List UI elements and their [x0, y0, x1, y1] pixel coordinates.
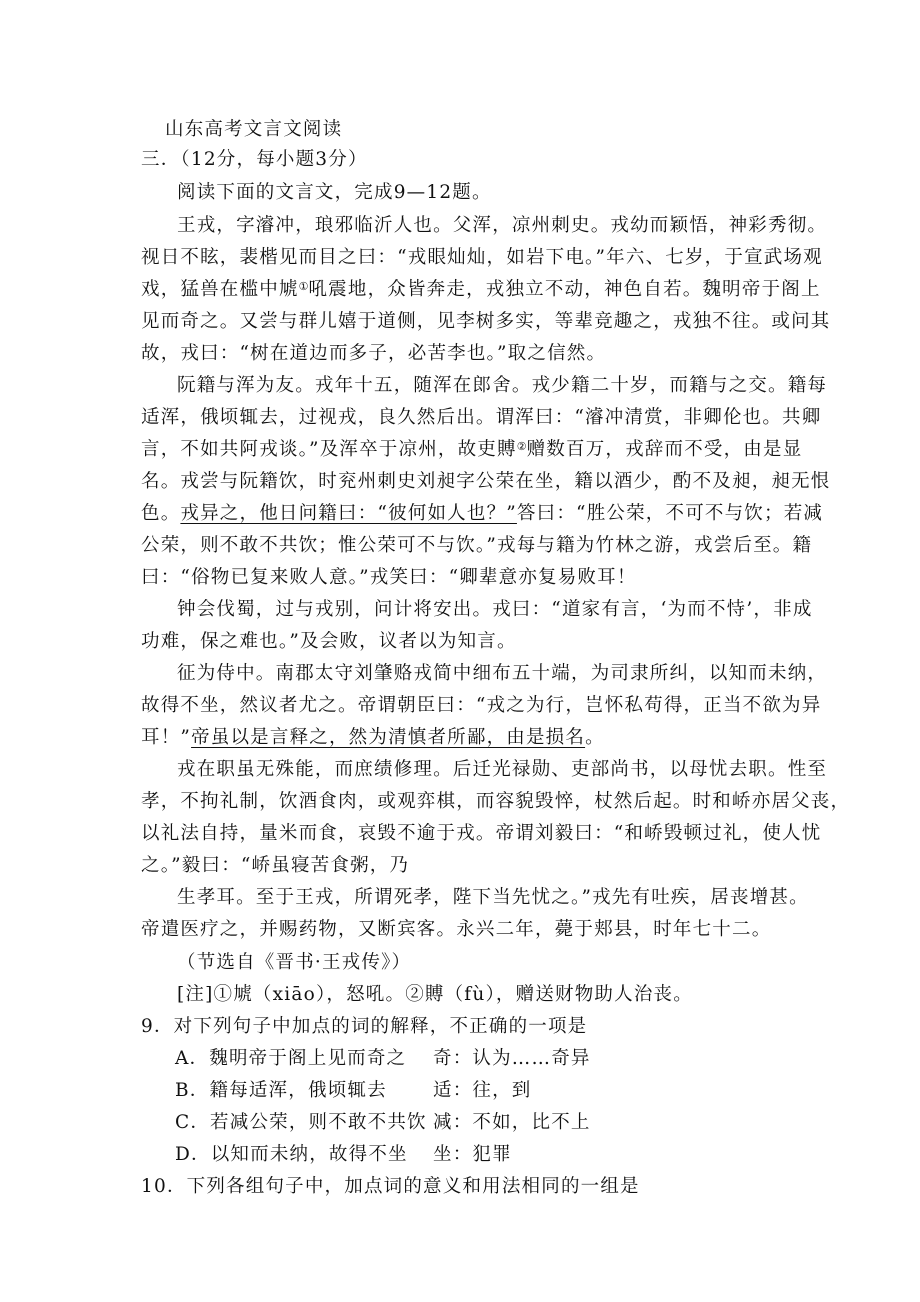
passage-line: 生孝耳。至于王戎，所谓死孝，陛下当先忧之。”戎先有吐疾，居丧增甚。: [177, 887, 809, 908]
footnote-marker: ②: [516, 440, 527, 453]
passage-text: 答曰：“胜公荣，不可不与饮；若减: [516, 503, 824, 524]
q9-option-d-gloss: 坐：犯罪: [433, 1144, 512, 1165]
passage-line: [141, 438, 802, 462]
passage-line: [141, 726, 605, 750]
passage-line: 阮籍与浑为友。戎年十五，随浑在郎舍。戎少籍二十岁，而籍与之交。籍每: [177, 375, 828, 396]
passage-text: 戏，猛兽在槛中虓: [141, 279, 299, 300]
q9-option-b-gloss: 适：往，到: [433, 1080, 532, 1101]
passage-text: 。: [585, 727, 605, 748]
passage-line: 名。戎尝与阮籍饮，时兖州刺史刘昶字公荣在坐，籍以酒少，酌不及昶，昶无恨: [141, 471, 831, 492]
passage-line: 曰：“俗物已复来败人意。”戎笑曰：“卿辈意亦复易败耳！: [141, 567, 637, 588]
source-citation: （节选自《晋书·王戎传》）: [177, 952, 412, 973]
q9-option-b: B．籍每适浑，俄顷辄去: [175, 1080, 387, 1101]
q9-option-a-gloss: 奇：认为……奇异: [433, 1048, 591, 1069]
passage-line: 帝遣医疗之，并赐药物，又断宾客。永兴二年，薨于郏县，时年七十二。: [141, 919, 772, 940]
passage-line: 之。”毅曰：“峤虽寝苦食粥，乃: [141, 855, 410, 876]
question-10-stem: 10．下列各组句子中，加点词的意义和用法相同的一组是: [141, 1176, 640, 1197]
document-title: 山东高考文言文阅读: [165, 119, 343, 140]
passage-line: 故，戎曰：“树在道边而多子，必苦李也。”取之信然。: [141, 343, 607, 364]
section-header: 三．（12分，每小题3分）: [141, 149, 368, 170]
passage-line: 见而奇之。又尝与群儿嬉于道侧，见李树多实，等辈竞趣之，戎独不往。或问其: [141, 311, 831, 332]
q9-option-c: C．若减公荣，则不敢不共饮: [175, 1112, 427, 1133]
question-9-stem: 9．对下列句子中加点的词的解释，不正确的一项是: [141, 1016, 588, 1037]
passage-text: 吼震地，众皆奔走，戎独立不动，神色自若。魏明帝于阁上: [308, 279, 821, 300]
passage-line: 视日不眩，裴楷见而目之曰：“戎眼灿灿，如岩下电。”年六、七岁，于宣武场观: [141, 247, 823, 268]
passage-line: 征为侍中。南郡太守刘肇赂戎简中细布五十端，为司隶所纠，以知而未纳，: [177, 663, 828, 684]
passage-line: 戎在职虽无殊能，而庶绩修理。后迁光禄勋、吏部尚书，以母忧去职。性至: [177, 759, 828, 780]
passage-line: 功难，保之难也。”及会败，议者以为知言。: [141, 631, 517, 652]
passage-line: 故得不坐，然议者尤之。帝谓朝臣曰：“戎之为行，岂怀私苟得，正当不欲为异: [141, 695, 822, 716]
footnotes: [注]①虓（xiāo），怒吼。②賻（fù），赠送财物助人治丧。: [177, 984, 693, 1005]
q9-option-a: A．魏明帝于阁上见而奇之: [175, 1048, 407, 1069]
underlined-sentence: 帝虽以是言释之，然为清慎者所鄙，由是损名: [191, 727, 586, 748]
passage-line: 适浑，俄顷辄去，过视戎，良久然后出。谓浑曰：“濬冲清赏，非卿伦也。共卿: [141, 407, 822, 428]
footnote-marker: ①: [298, 280, 309, 293]
passage-text: 耳！”: [141, 727, 192, 748]
passage-line: [141, 278, 821, 302]
passage-line: 以礼法自持，量米而食，哀毁不逾于戎。帝谓刘毅曰：“和峤毁顿过礼，使人忧: [141, 823, 822, 844]
underlined-sentence: 戎异之，他日问籍曰：“彼何如人也？”: [180, 503, 517, 524]
passage-text: 赠数百万，戎辞而不受，由是显: [526, 439, 803, 460]
passage-text: 色。: [141, 503, 181, 524]
passage-line: [141, 502, 823, 526]
q9-option-c-gloss: 减：不如，比不上: [433, 1112, 591, 1133]
passage-line: 孝，不拘礼制，饮酒食肉，或观弈棋，而容貌毁悴，杖然后起。时和峤亦居父丧，: [141, 791, 851, 812]
passage-line: 公荣，则不敢不共饮；惟公荣可不与饮。”戎每与籍为竹林之游，戎尝后至。籍: [141, 535, 813, 556]
passage-line: 王戎，字濬冲，琅邪临沂人也。父浑，凉州刺史。戎幼而颖悟，神彩秀彻。: [177, 215, 828, 236]
instruction: 阅读下面的文言文，完成9—12题。: [177, 182, 492, 203]
q9-option-d: D．以知而未纳，故得不坐: [175, 1144, 408, 1165]
passage-text: 言，不如共阿戎谈。”及浑卒于凉州，故吏賻: [141, 439, 517, 460]
passage-line: 钟会伐蜀，过与戎别，问计将安出。戎曰：“道家有言，‘为而不恃’，非成: [177, 599, 813, 620]
